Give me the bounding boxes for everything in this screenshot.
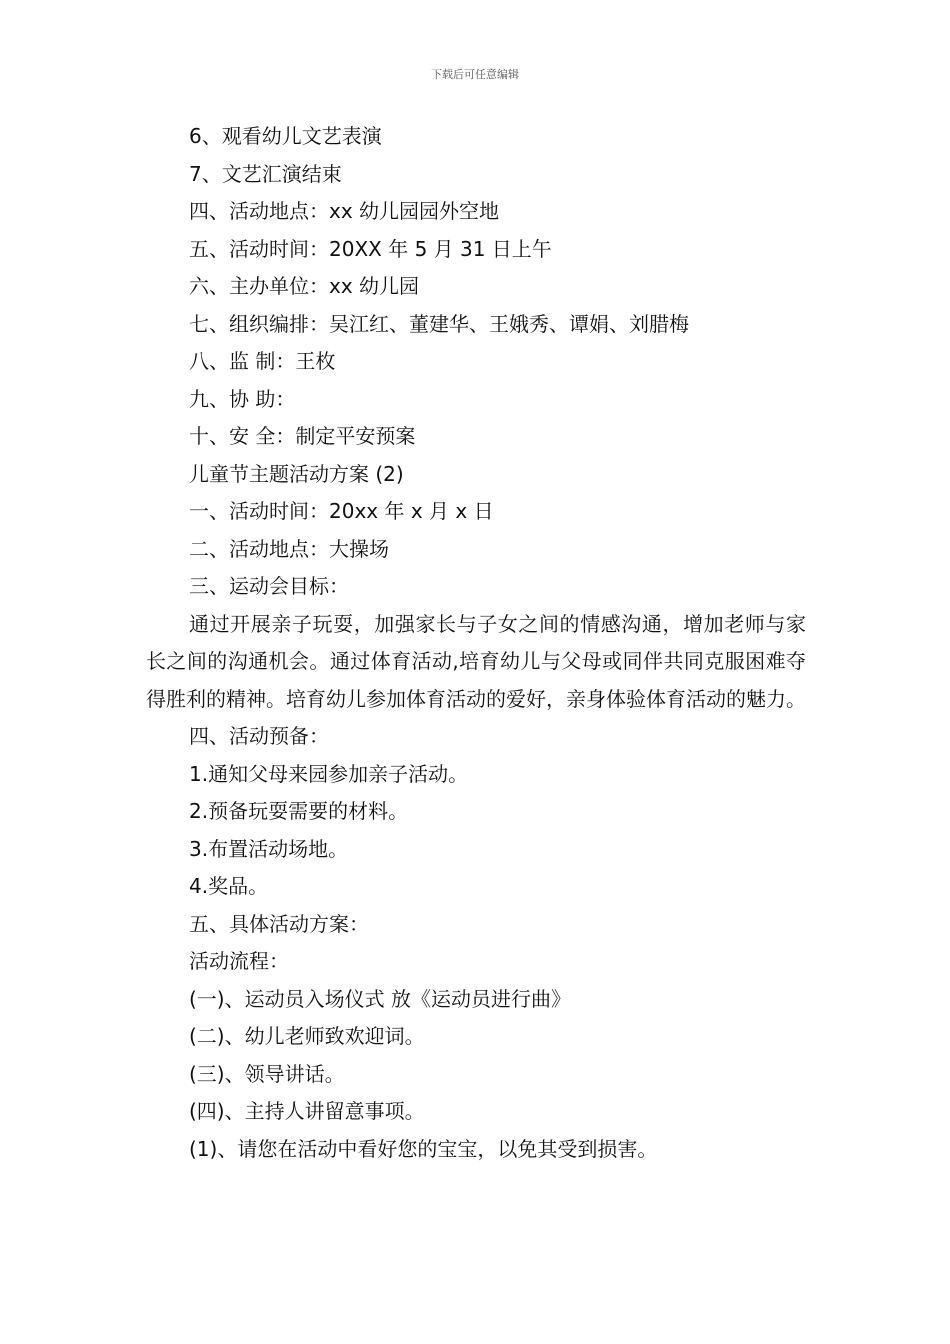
text-line: 五、具体活动方案： xyxy=(189,911,369,936)
text-line: 一、活动时间：20xx 年 x 月 x 日 xyxy=(189,499,494,523)
text-line: 五、活动时间：20XX 年 5 月 31 日上午 xyxy=(189,236,552,261)
text-line: 四、活动地点：xx 幼儿园园外空地 xyxy=(189,199,500,223)
body-paragraph: 通过开展亲子玩耍，加强家长与子女之间的情感沟通，增加老师与家长之间的沟通机会。通过体育活动,培育幼儿与父母或同伴共同克服困难夺得胜利的精神。培育幼儿参加体育活动的爱好，亲身体验体育活动的魅力。 xyxy=(146,611,806,711)
list-item: 1.通知父母来园参加亲子活动。 xyxy=(189,761,469,786)
section-title: 儿童节主题活动方案 (2) xyxy=(189,461,404,486)
list-item: 4.奖品。 xyxy=(189,874,269,898)
list-item: 3.布置活动场地。 xyxy=(189,836,349,861)
text-line: 八、监 制：王枚 xyxy=(189,349,336,373)
text-line: 7、文艺汇演结束 xyxy=(189,161,342,186)
list-item: 2.预备玩耍需要的材料。 xyxy=(189,799,409,823)
list-item: (三)、领导讲话。 xyxy=(189,1061,345,1086)
text-line: 九、协 助： xyxy=(189,386,296,411)
list-item: (一)、运动员入场仪式 放《运动员进行曲》 xyxy=(189,986,571,1011)
list-item: (1)、请您在活动中看好您的宝宝，以免其受到损害。 xyxy=(189,1136,658,1161)
text-line: 三、运动会目标： xyxy=(189,574,349,598)
text-line: 七、组织编排：吴江红、董建华、王娥秀、谭娟、刘腊梅 xyxy=(189,311,689,336)
header-note: 下载后可任意编辑 xyxy=(431,68,519,81)
text-line: 十、安 全：制定平安预案 xyxy=(189,424,416,448)
text-line: 六、主办单位：xx 幼儿园 xyxy=(189,274,420,298)
text-line: 活动流程： xyxy=(189,949,289,973)
document-body xyxy=(146,118,806,1168)
text-line: 四、活动预备： xyxy=(189,724,329,748)
list-item: (二)、幼儿老师致欢迎词。 xyxy=(189,1024,425,1048)
text-line: 二、活动地点：大操场 xyxy=(189,536,389,561)
text-line: 6、观看幼儿文艺表演 xyxy=(189,124,382,148)
list-item: (四)、主持人讲留意事项。 xyxy=(189,1099,425,1123)
